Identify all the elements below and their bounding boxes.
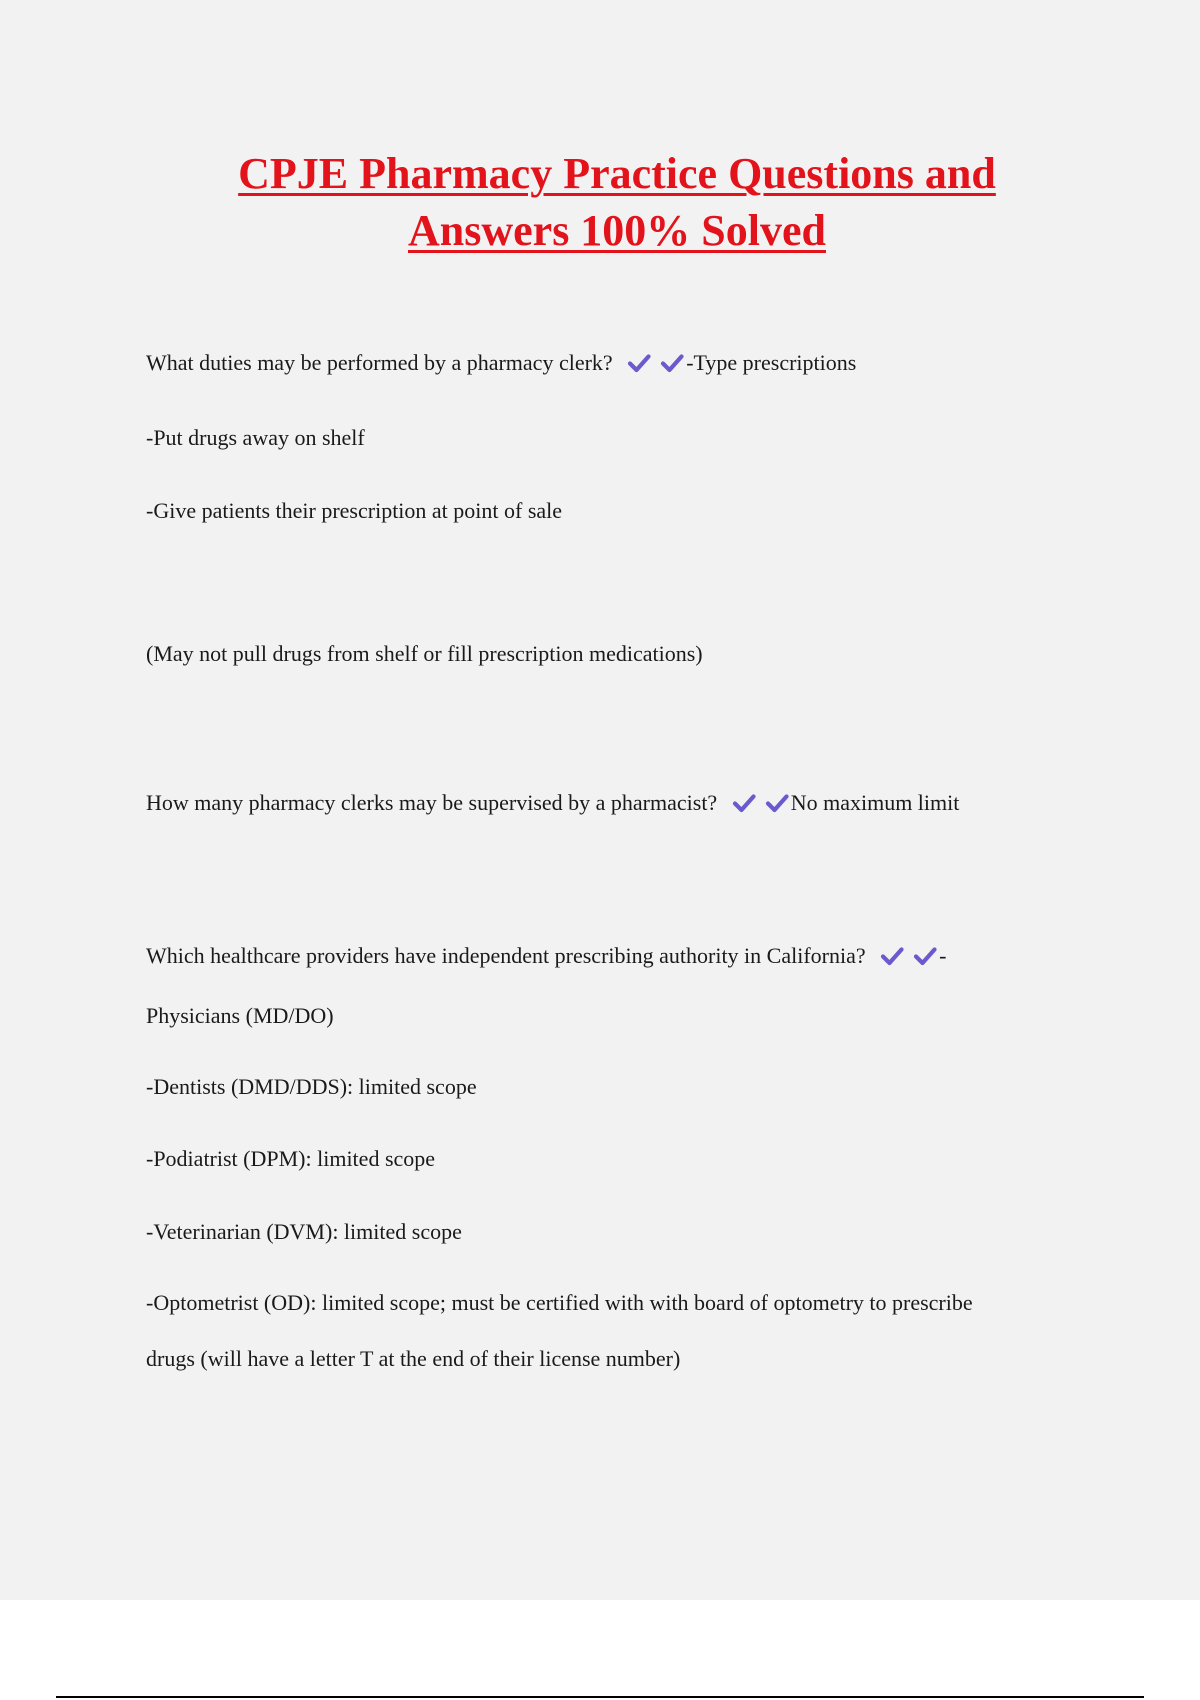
checkmark-icon	[627, 351, 651, 375]
checkmark-icon	[732, 791, 756, 815]
answer-line: -Put drugs away on shelf	[146, 425, 365, 450]
question-1	[146, 349, 856, 377]
checkmark-icon	[765, 791, 789, 815]
answer-text: -Type prescriptions	[686, 350, 857, 375]
footer-divider	[56, 1696, 1144, 1698]
checkmark-icon	[880, 944, 904, 968]
answer-text: -	[939, 943, 947, 968]
title-line-1: CPJE Pharmacy Practice Questions and	[238, 149, 996, 198]
answer-line: -Podiatrist (DPM): limited scope	[146, 1146, 436, 1171]
answer-text: No maximum limit	[790, 790, 960, 815]
document-title	[0, 145, 1200, 259]
checkmark-icon	[913, 944, 937, 968]
question-3	[146, 942, 946, 970]
question-2	[146, 789, 959, 817]
answer-line: drugs (will have a letter T at the end of their license number)	[146, 1346, 681, 1371]
answer-line: Physicians (MD/DO)	[146, 1003, 334, 1028]
answer-note: (May not pull drugs from shelf or fill prescription medications)	[146, 641, 703, 666]
question-text: How many pharmacy clerks may be supervised by a pharmacist?	[146, 790, 718, 815]
question-text: Which healthcare providers have independent prescribing authority in California?	[146, 943, 866, 968]
checkmark-icon	[660, 351, 684, 375]
answer-line: -Dentists (DMD/DDS): limited scope	[146, 1074, 477, 1099]
answer-line: -Optometrist (OD): limited scope; must be certified with with board of optometry to prescribe	[146, 1290, 973, 1315]
answer-line: -Veterinarian (DVM): limited scope	[146, 1219, 462, 1244]
title-line-2: Answers 100% Solved	[407, 206, 827, 255]
question-text: What duties may be performed by a pharmacy clerk?	[146, 350, 613, 375]
answer-line: -Give patients their prescription at point of sale	[146, 498, 563, 523]
